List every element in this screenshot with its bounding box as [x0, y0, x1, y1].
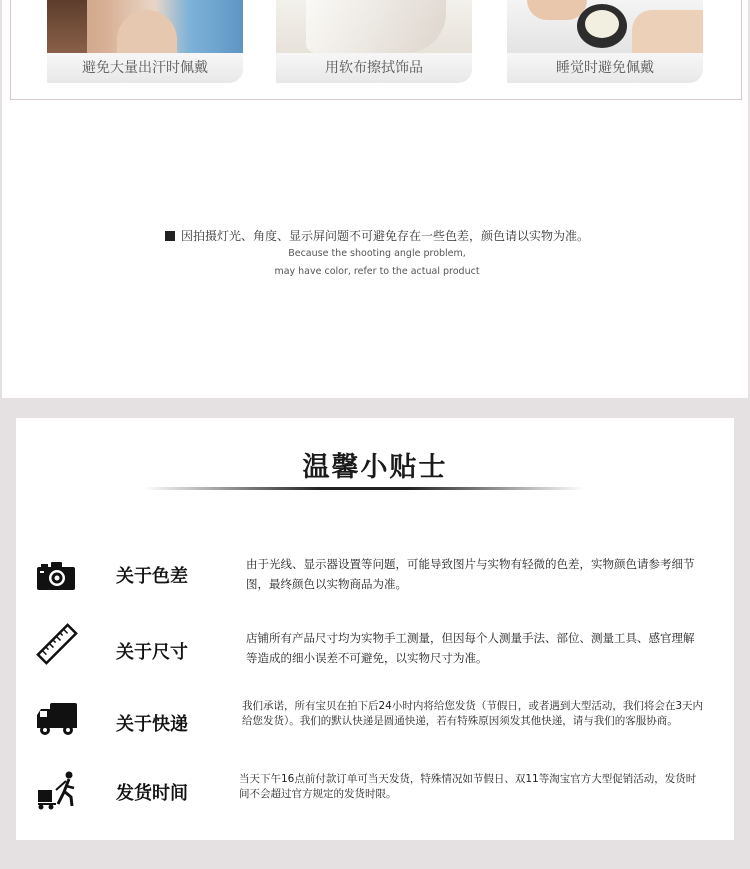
care-section	[0, 0, 750, 398]
soft-cloth-photo	[276, 0, 472, 53]
tip-text: 当天下午16点前付款订单可当天发货，特殊情况如节假日、双11等淘宝官方大型促销活动，发货时间不会超过官方规定的发货时限。	[239, 773, 697, 800]
tip-heading: 发货时间	[116, 783, 188, 804]
delivery-person-icon	[36, 770, 80, 814]
tip-heading: 关于快递	[116, 714, 188, 735]
color-difference-note	[2, 226, 750, 281]
care-tip-caption: 避免大量出汗时佩戴	[47, 53, 243, 83]
care-tips-frame	[10, 0, 742, 100]
tip-text: 我们承诺，所有宝贝在拍下后24小时内将给您发货（节假日，或者遇到大型活动，我们将会在3天内给您发货）。我们的默认快递是圆通快递，若有特殊原因须发其他快递，请与我们的客服协商。	[242, 700, 704, 727]
tip-row-color	[16, 556, 734, 616]
tip-row-express	[16, 701, 734, 761]
tip-row-shipping-time	[16, 770, 734, 830]
color-note-zh: 因拍摄灯光、角度、显示屏问题不可避免存在一些色差，颜色请以实物为准。	[180, 229, 589, 243]
care-tip-sleep	[507, 0, 703, 83]
ruler-icon	[36, 623, 80, 667]
warm-tips-section	[0, 398, 750, 869]
care-tip-caption: 用软布擦拭饰品	[276, 53, 472, 83]
tip-heading: 关于尺寸	[116, 642, 188, 663]
care-tip-cloth	[276, 0, 472, 83]
bullet-square-icon	[165, 231, 175, 241]
warm-tips-title: 温馨小贴士	[302, 452, 448, 483]
warm-tips-card	[16, 418, 734, 840]
color-note-en-1: Because the shooting angle problem,	[288, 248, 466, 259]
tip-row-size	[16, 623, 734, 683]
woman-neck-photo	[47, 0, 243, 53]
color-note-en-2: may have color, refer to the actual product	[274, 266, 480, 277]
alarm-clock-photo	[507, 0, 703, 53]
care-tip-caption: 睡觉时避免佩戴	[507, 53, 703, 83]
care-tip-sweat	[47, 0, 243, 83]
truck-icon	[36, 701, 80, 745]
tip-text: 店铺所有产品尺寸均为实物手工测量，但因每个人测量手法、部位、测量工具、感官理解等造成的细小误差不可避免，以实物尺寸为准。	[246, 631, 695, 665]
tip-text: 由于光线、显示器设置等问题，可能导致图片与实物有轻微的色差，实物颜色请参考细节图，最终颜色以实物商品为准。	[246, 557, 695, 591]
tip-heading: 关于色差	[116, 566, 188, 587]
camera-icon	[36, 556, 80, 600]
title-divider	[144, 487, 584, 490]
